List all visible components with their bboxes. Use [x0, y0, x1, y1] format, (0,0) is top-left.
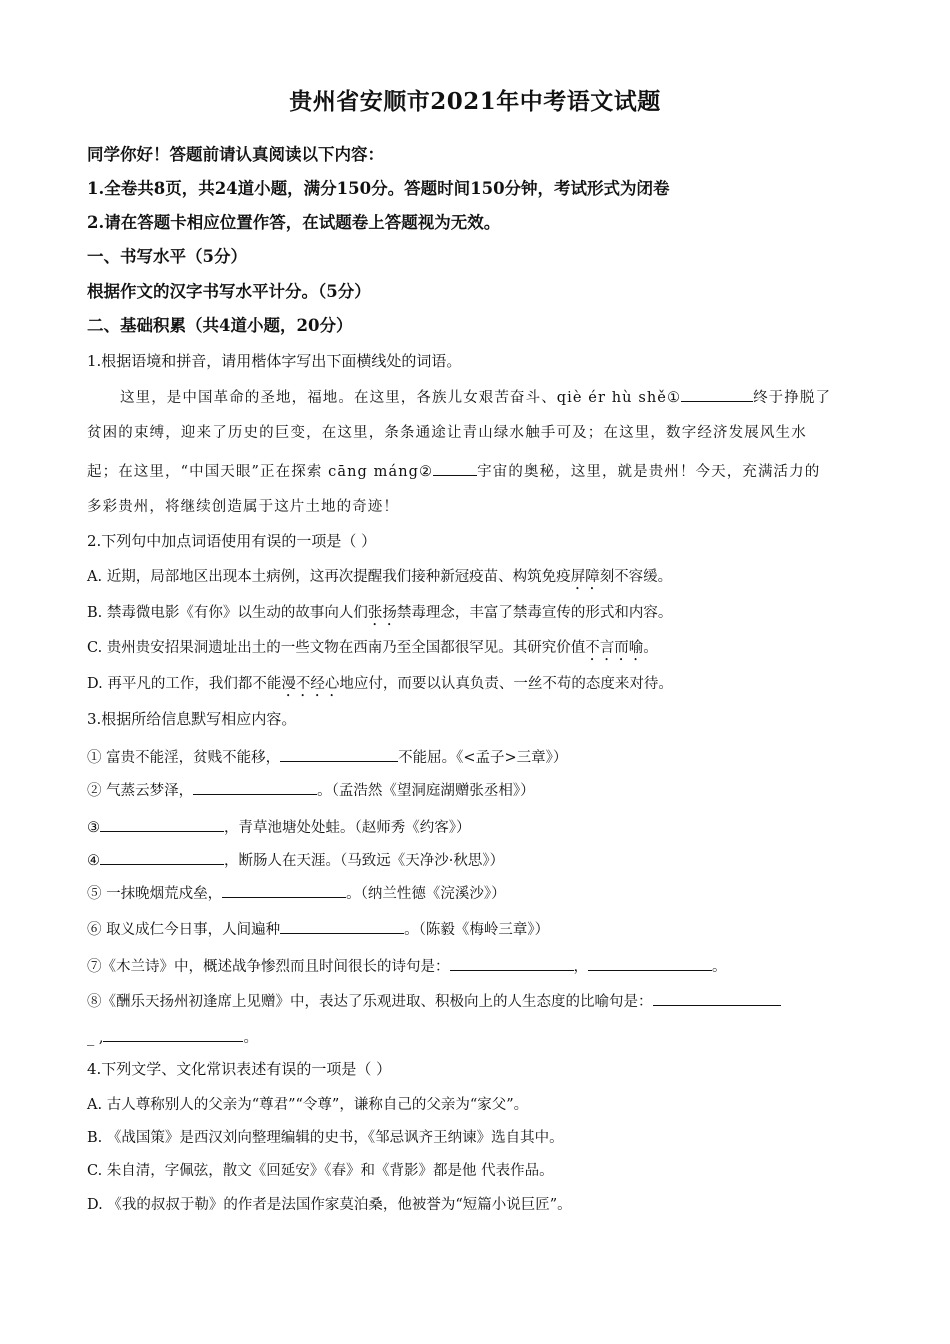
- q4-option-d: D. 《我的叔叔于勒》的作者是法国作家莫泊桑，他被誉为“短篇小说巨匠”。: [87, 1197, 572, 1213]
- q3-item-1: [87, 746, 567, 768]
- q1-passage-line-3: [87, 460, 820, 482]
- q3-item-7-tail: 。: [712, 959, 727, 975]
- answer-blank-q3-6[interactable]: [280, 918, 404, 934]
- q2-option-c-tail: 。: [643, 640, 658, 656]
- q2-option-a-text: A. 近期，局部地区出现本土病例，这再次提醒我们接种新冠疫苗、构筑免疫: [87, 569, 571, 585]
- q3-item-7: [87, 955, 727, 977]
- q3-item-8: [87, 990, 781, 1012]
- q3-item-3-num: ③: [87, 820, 100, 836]
- q3-item-8-tail: 。: [243, 1030, 258, 1046]
- q2-option-d-text: D. 再平凡的工作，我们都不能: [87, 676, 282, 692]
- section-1-desc: 根据作文的汉字书写水平计分。（5分）: [87, 282, 371, 301]
- answer-blank-q3-1[interactable]: [280, 746, 398, 762]
- q3-item-1-text: ① 富贵不能淫，贫贱不能移，: [87, 750, 281, 766]
- q1-stem: 1.根据语境和拼音，请用楷体字写出下面横线处的词语。: [87, 352, 462, 370]
- section-2-heading: 二、基础积累（共4道小题，20分）: [87, 316, 353, 335]
- answer-blank-q3-4[interactable]: [100, 849, 224, 865]
- q1-passage-line-2: 贫困的束缚，迎来了历史的巨变，在这里，条条通途让青山绿水触手可及；在这里，数字经济发展风生水: [87, 425, 807, 441]
- q1-passage-line-1: [120, 386, 831, 408]
- q2-option-b-text: B. 禁毒微电影《有你》以生动的故事向人们: [87, 605, 368, 621]
- q2-option-a: [87, 567, 672, 593]
- q2-option-b-word: 张扬: [367, 605, 397, 621]
- q3-item-2: [87, 779, 535, 801]
- q3-item-4: [87, 849, 504, 871]
- q1-passage-text-1b: 终于挣脱了: [753, 390, 832, 406]
- q2-option-a-tail: 刻不容缓。: [599, 569, 673, 585]
- q1-passage-line-4: 多彩贵州，将继续创造属于这片土地的奇迹！: [87, 499, 399, 515]
- q4-option-c: C. 朱自清，字佩弦，散文《回延安》《春》和《背影》都是他 代表作品。: [87, 1163, 554, 1179]
- q2-option-d-tail: 地应付，而要以认真负责、一丝不苟的态度来对待。: [339, 676, 673, 692]
- q3-item-6: [87, 918, 549, 940]
- answer-blank-q3-5[interactable]: [222, 882, 346, 898]
- q2-option-b-tail: 禁毒理念，丰富了禁毒宣传的形式和内容。: [396, 605, 673, 621]
- q3-item-5: [87, 882, 506, 904]
- q3-item-3-tail: ，青草池塘处处蛙。（赵师秀《约客》）: [224, 820, 471, 836]
- q2-option-d-word: 漫不经心: [281, 676, 340, 692]
- q3-item-7-text: ⑦《木兰诗》中，概述战争惨烈而且时间很长的诗句是：: [87, 959, 450, 975]
- q3-item-8-text: ⑧《酬乐天扬州初逢席上见赠》中，表达了乐观进取、积极向上的人生态度的比喻句是：: [87, 994, 653, 1010]
- q3-item-5-text: ⑤ 一抹晚烟荒戍垒，: [87, 886, 223, 902]
- answer-blank-q3-2[interactable]: [193, 779, 317, 795]
- q2-option-c-text: C. 贵州贵安招果洞遗址出土的一些文物在西南乃至全国都很罕见。其研究价值: [87, 640, 586, 656]
- section-1-heading: 一、书写水平（5分）: [87, 247, 247, 266]
- page-title: 贵州省安顺市2021年中考语文试题: [289, 88, 661, 115]
- q2-option-c-word: 不言而喻: [585, 640, 644, 656]
- q3-item-4-tail: ，断肠人在天涯。（马致远《天净沙·秋思》）: [224, 853, 505, 869]
- q3-item-5-tail: 。（纳兰性德《浣溪沙》）: [346, 886, 506, 902]
- q2-option-b: [87, 603, 672, 629]
- q3-item-2-tail: 。（孟浩然《望洞庭湖赠张丞相》）: [317, 783, 535, 799]
- answer-blank-q3-7b[interactable]: [588, 955, 712, 971]
- intro-greeting: 同学你好！答题前请认真阅读以下内容：: [87, 145, 384, 164]
- q3-stem: 3.根据所给信息默写相应内容。: [87, 710, 297, 728]
- q3-item-8-sep: _ ,: [87, 1030, 104, 1046]
- q1-passage-text-3b: 宇宙的奥秘，这里，就是贵州！今天，充满活力的: [477, 464, 821, 480]
- q3-item-3: [87, 816, 471, 838]
- q2-stem: 2.下列句中加点词语使用有误的一项是（ ）: [87, 532, 377, 550]
- q3-item-4-num: ④: [87, 853, 100, 869]
- q3-item-8-cont: [87, 1026, 258, 1048]
- q2-option-c: [87, 638, 658, 664]
- answer-blank-q3-7a[interactable]: [450, 955, 574, 971]
- q4-stem: 4.下列文学、文化常识表述有误的一项是（ ）: [87, 1060, 392, 1078]
- intro-rule-2: 2.请在答题卡相应位置作答，在试题卷上答题视为无效。: [87, 213, 501, 232]
- answer-blank-q3-8b[interactable]: [103, 1026, 243, 1042]
- q4-option-a: A. 古人尊称别人的父亲为“尊君”“令尊”，谦称自己的父亲为“家父”。: [87, 1097, 529, 1113]
- q3-item-6-tail: 。（陈毅《梅岭三章》）: [404, 922, 550, 938]
- q2-option-d: [87, 674, 673, 700]
- answer-blank-q3-3[interactable]: [100, 816, 224, 832]
- answer-blank-2[interactable]: [433, 460, 477, 476]
- intro-rule-1: 1.全卷共8页，共24道小题，满分150分。答题时间150分钟，考试形式为闭卷: [87, 179, 670, 198]
- answer-blank-q3-8a[interactable]: [653, 990, 781, 1006]
- q2-option-a-word: 屏障: [570, 569, 600, 585]
- q3-item-7-sep: ，: [573, 959, 588, 975]
- q3-item-2-text: ② 气蒸云梦泽，: [87, 783, 194, 799]
- q3-item-1-tail: 不能屈。《<孟子>三章》）: [398, 750, 568, 766]
- q1-passage-text-3a: 起；在这里，“中国天眼”正在探索 cāng máng②: [87, 464, 434, 480]
- answer-blank-1[interactable]: [681, 386, 753, 402]
- q3-item-6-text: ⑥ 取义成仁今日事，人间遍种: [87, 922, 281, 938]
- q1-passage-text-1: 这里，是中国革命的圣地，福地。在这里，各族儿女艰苦奋斗、qiè ér hù shě①: [120, 390, 682, 406]
- q4-option-b: B. 《战国策》是西汉刘向整理编辑的史书，《邹忌讽齐王纳谏》选自其中。: [87, 1130, 564, 1146]
